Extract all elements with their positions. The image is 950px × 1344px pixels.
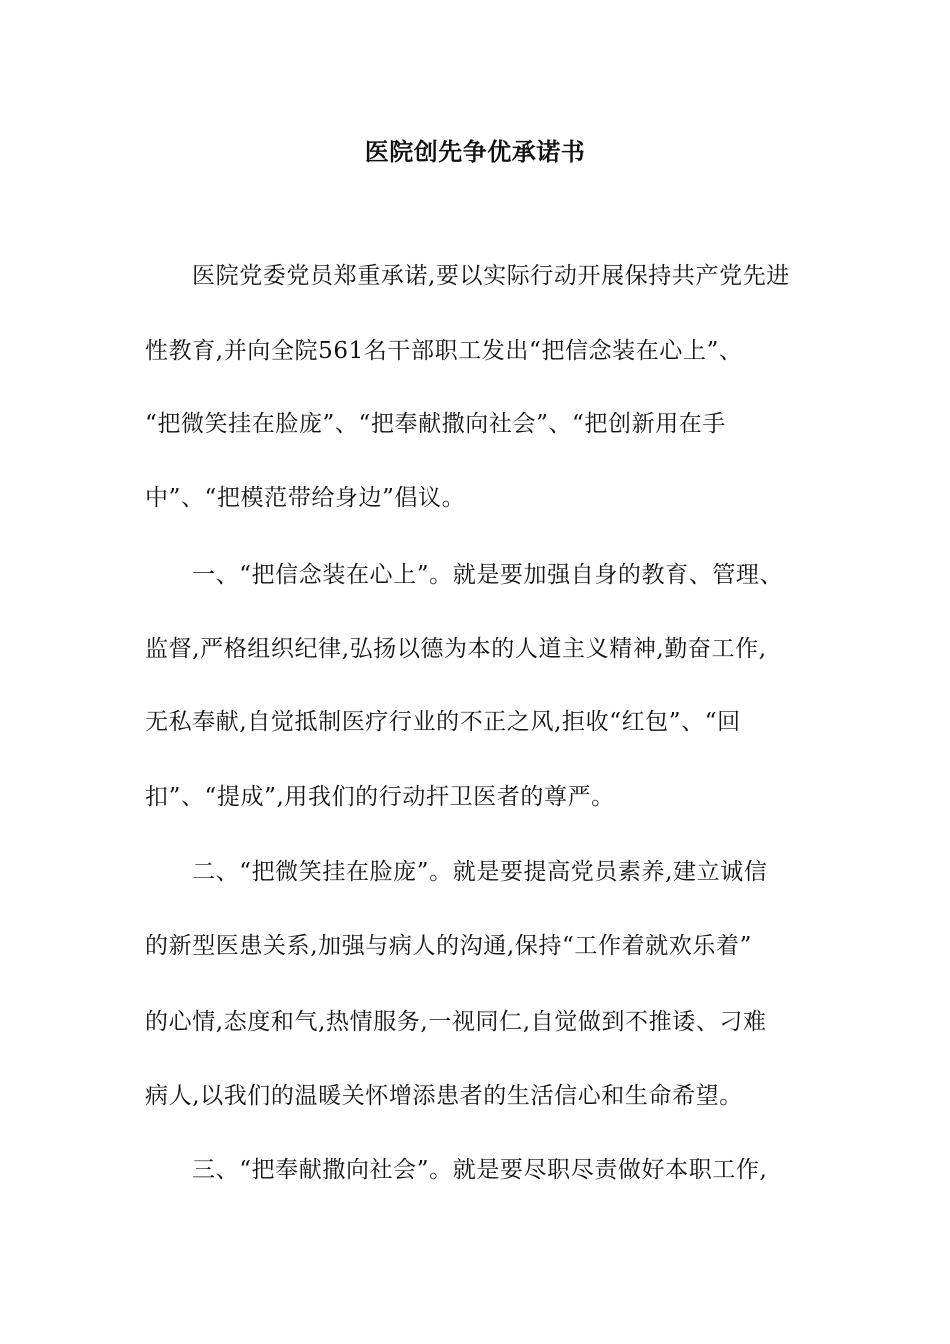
paragraph-line: 医院党委党员郑重承诺,要以实际行动开展保持共产党先进: [192, 263, 790, 289]
paragraph-line: “把微笑挂在脸庞”、“把奉献撒向社会”、“把创新用在手: [145, 411, 726, 437]
paragraph-line: 性教育,并向全院561名干部职工发出“把信念装在心上”、: [145, 338, 743, 364]
paragraph-line: 监督,严格组织纪律,弘扬以德为本的人道主义精神,勤奋工作,: [145, 636, 767, 662]
paragraph-line: 的新型医患关系,加强与病人的沟通,保持“工作着就欢乐着”: [145, 933, 752, 959]
paragraph-line: 中”、“把模范带给身边”倡议。: [145, 485, 466, 511]
paragraph-line: 三、“把奉献撒向社会”。就是要尽职尽责做好本职工作,: [192, 1157, 768, 1183]
document-title: 医院创先争优承诺书: [364, 138, 586, 166]
paragraph-line: 扣”、“提成”,用我们的行动扞卫医者的尊严。: [145, 784, 615, 810]
paragraph-line: 的心情,态度和气,热情服务,一视同仁,自觉做到不推诿、刁难: [145, 1009, 767, 1035]
paragraph-line: 病人,以我们的温暖关怀增添患者的生活信心和生命希望。: [145, 1083, 743, 1109]
paragraph-line: 无私奉献,自觉抵制医疗行业的不正之风,拒收“红包”、“回: [145, 709, 741, 735]
paragraph-line: 二、“把微笑挂在脸庞”。就是要提高党员素养,建立诚信: [192, 859, 768, 885]
paragraph-line: 一、“把信念装在心上”。就是要加强自身的教育、管理、: [192, 562, 784, 588]
